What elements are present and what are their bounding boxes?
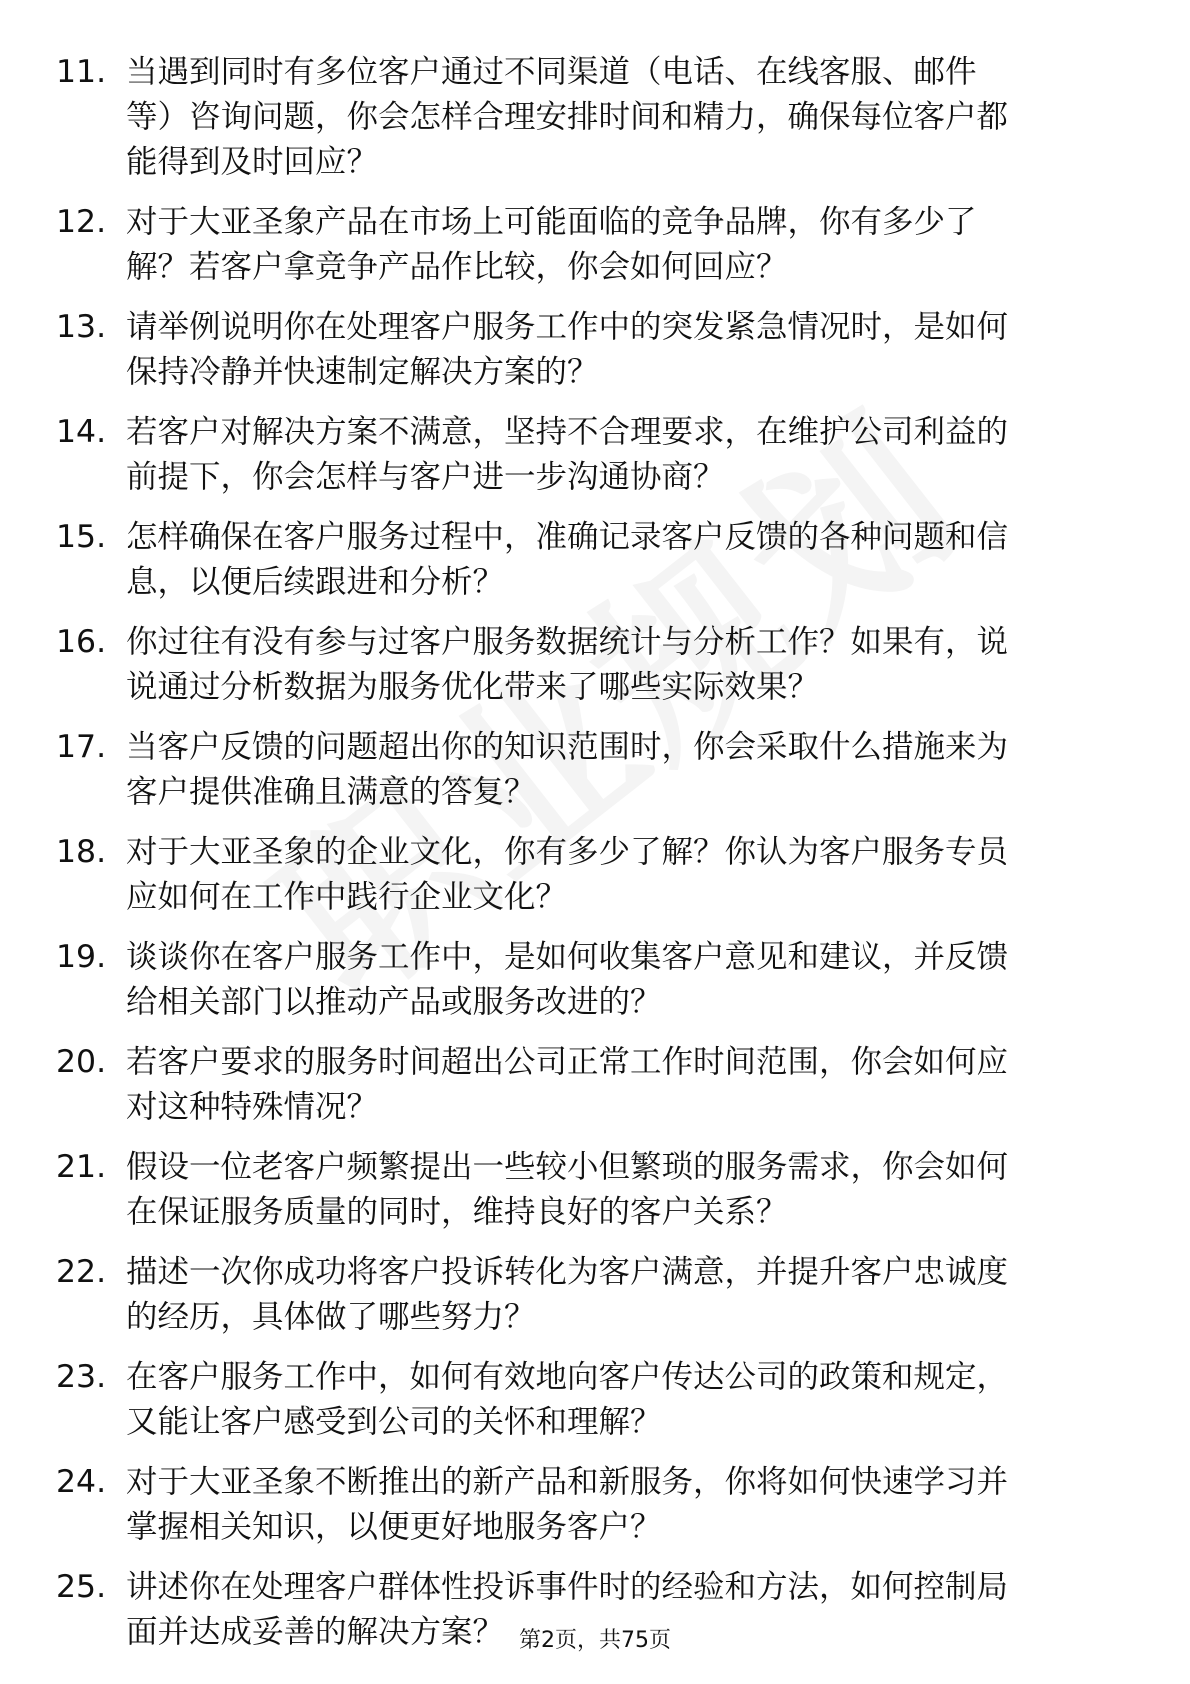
question-number: 11. <box>56 54 107 90</box>
question-number: 16. <box>56 624 107 660</box>
question-text-line: 等）咨询问题，你会怎样合理安排时间和精力，确保每位客户都 <box>126 99 1009 135</box>
question-text-line: 怎样确保在客户服务过程中，准确记录客户反馈的各种问题和信 <box>126 519 1009 555</box>
question-text-line: 给相关部门以推动产品或服务改进的？ <box>126 984 662 1020</box>
question-text <box>126 50 1126 185</box>
question-text-line: 保持冷静并快速制定解决方案的？ <box>126 354 599 390</box>
question-number: 22. <box>56 1254 107 1290</box>
question-text-line: 假设一位老客户频繁提出一些较小但繁琐的服务需求，你会如何 <box>126 1149 1009 1185</box>
page-footer: 第2页，共75页 <box>519 1628 671 1653</box>
question-list <box>0 50 1190 1670</box>
question-text <box>126 1250 1126 1340</box>
question-text <box>126 1460 1126 1550</box>
question-item <box>0 200 1190 305</box>
question-item <box>0 305 1190 410</box>
question-text-line: 客户提供准确且满意的答复？ <box>126 774 536 810</box>
question-text-line: 又能让客户感受到公司的关怀和理解？ <box>126 1404 662 1440</box>
question-text <box>126 410 1126 500</box>
question-number: 21. <box>56 1149 107 1185</box>
question-text-line: 若客户要求的服务时间超出公司正常工作时间范围，你会如何应 <box>126 1044 1009 1080</box>
question-item <box>0 830 1190 935</box>
question-text <box>126 725 1126 815</box>
question-number: 19. <box>56 939 107 975</box>
question-text-line: 能得到及时回应？ <box>126 144 379 180</box>
question-item <box>0 725 1190 830</box>
question-text-line: 在客户服务工作中，如何有效地向客户传达公司的政策和规定， <box>126 1359 1009 1395</box>
question-text-line: 谈谈你在客户服务工作中，是如何收集客户意见和建议，并反馈 <box>126 939 1009 975</box>
question-item <box>0 1355 1190 1460</box>
question-item <box>0 1250 1190 1355</box>
question-text <box>126 200 1126 290</box>
question-text-line: 应如何在工作中践行企业文化？ <box>126 879 568 915</box>
question-text <box>126 1040 1126 1130</box>
question-number: 13. <box>56 309 107 345</box>
question-number: 23. <box>56 1359 107 1395</box>
question-text-line: 说通过分析数据为服务优化带来了哪些实际效果？ <box>126 669 820 705</box>
question-item <box>0 1145 1190 1250</box>
question-number: 15. <box>56 519 107 555</box>
question-text-line: 对这种特殊情况？ <box>126 1089 379 1125</box>
question-text <box>126 1145 1126 1235</box>
question-number: 17. <box>56 729 107 765</box>
question-item <box>0 1460 1190 1565</box>
question-text-line: 对于大亚圣象不断推出的新产品和新服务，你将如何快速学习并 <box>126 1464 1009 1500</box>
question-text-line: 解？若客户拿竞争产品作比较，你会如何回应？ <box>126 249 788 285</box>
question-item <box>0 515 1190 620</box>
question-number: 24. <box>56 1464 107 1500</box>
question-number: 14. <box>56 414 107 450</box>
question-text-line: 面并达成妥善的解决方案？ <box>126 1614 505 1650</box>
question-text-line: 当客户反馈的问题超出你的知识范围时，你会采取什么措施来为 <box>126 729 1009 765</box>
question-text-line: 描述一次你成功将客户投诉转化为客户满意，并提升客户忠诚度 <box>126 1254 1009 1290</box>
question-number: 12. <box>56 204 107 240</box>
question-text <box>126 830 1126 920</box>
question-text-line: 前提下，你会怎样与客户进一步沟通协商？ <box>126 459 725 495</box>
question-item <box>0 935 1190 1040</box>
question-text-line: 对于大亚圣象产品在市场上可能面临的竞争品牌，你有多少了 <box>126 204 977 240</box>
question-text-line: 息，以便后续跟进和分析？ <box>126 564 505 600</box>
question-number: 20. <box>56 1044 107 1080</box>
question-number: 25. <box>56 1569 107 1605</box>
question-text-line: 请举例说明你在处理客户服务工作中的突发紧急情况时，是如何 <box>126 309 1009 345</box>
question-text-line: 讲述你在处理客户群体性投诉事件时的经验和方法，如何控制局 <box>126 1569 1009 1605</box>
question-text <box>126 620 1126 710</box>
question-text <box>126 305 1126 395</box>
question-item <box>0 1040 1190 1145</box>
question-item <box>0 620 1190 725</box>
question-text-line: 当遇到同时有多位客户通过不同渠道（电话、在线客服、邮件 <box>126 54 977 90</box>
question-item <box>0 410 1190 515</box>
question-text-line: 在保证服务质量的同时，维持良好的客户关系？ <box>126 1194 788 1230</box>
question-text <box>126 515 1126 605</box>
question-number: 18. <box>56 834 107 870</box>
question-text-line: 若客户对解决方案不满意，坚持不合理要求，在维护公司利益的 <box>126 414 1009 450</box>
question-text <box>126 935 1126 1025</box>
question-text-line: 掌握相关知识，以便更好地服务客户？ <box>126 1509 662 1545</box>
question-text-line: 你过往有没有参与过客户服务数据统计与分析工作？如果有，说 <box>126 624 1009 660</box>
question-text <box>126 1355 1126 1445</box>
question-text-line: 的经历，具体做了哪些努力？ <box>126 1299 536 1335</box>
question-item <box>0 50 1190 200</box>
question-text-line: 对于大亚圣象的企业文化，你有多少了解？你认为客户服务专员 <box>126 834 1009 870</box>
